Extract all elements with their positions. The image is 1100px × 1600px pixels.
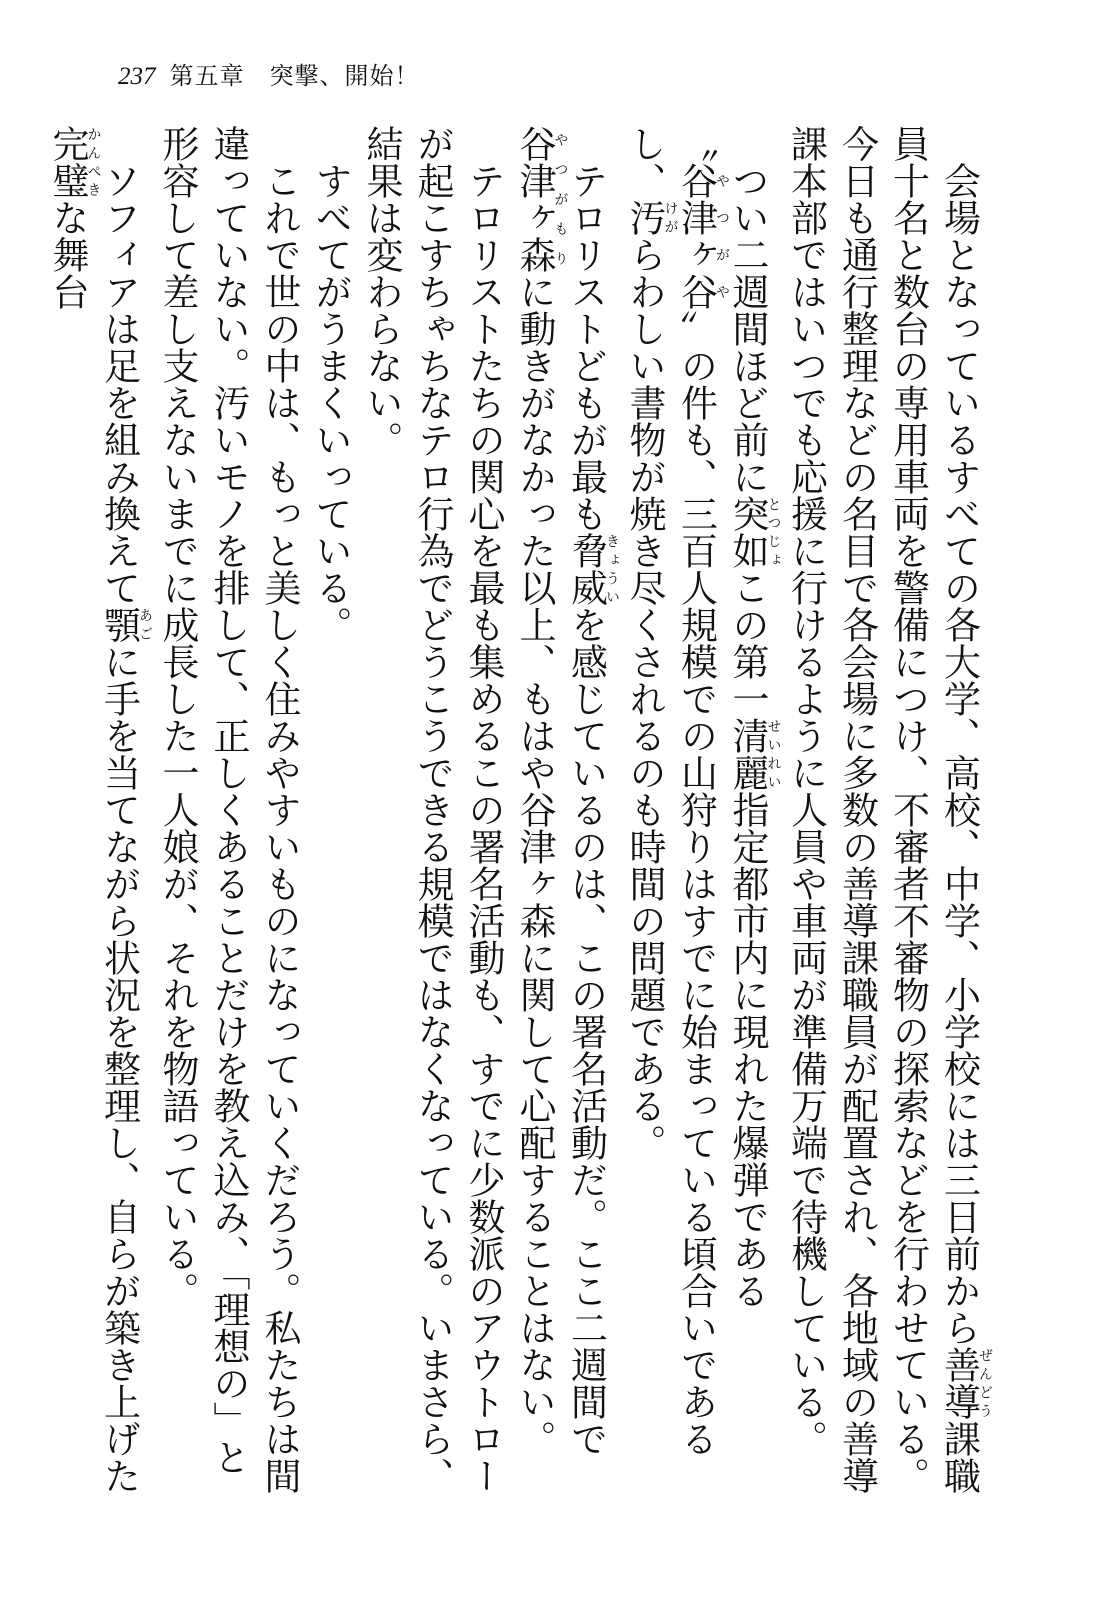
ruby-word — [937, 1346, 993, 1420]
ruby-base: 脅威 — [564, 532, 608, 606]
chapter-title: 第五章 突撃、開始！ — [169, 62, 420, 90]
ruby-base: 完璧 — [46, 125, 89, 199]
text-run: に手を当てながら状況を整理し、自らが築き上げた — [97, 643, 141, 1494]
text-run: 会場となっているすべての各大学、高校、中学、小学校には三日前から — [937, 162, 981, 1346]
body-text — [42, 125, 992, 1505]
ruby-base: 汚 — [623, 199, 666, 236]
ruby-reading: あご — [137, 606, 153, 643]
paragraph — [509, 125, 619, 1505]
text-run: 指定都市内に現れた爆弾である〝 — [674, 125, 769, 1309]
ruby-reading: とつじょ — [765, 495, 782, 569]
paragraph — [152, 125, 305, 1505]
ruby-reading: ぜんどう — [977, 1346, 993, 1420]
text-run: これで世の中は、もっと美しく住みやすいものになっていくだろう。私たちは間違っていない。汚いモノを排して、正しくあることだけを教え込み、「理想の」と形容して差し支えないまでに成長した一人娘が、それを物語っている。 — [156, 125, 301, 1494]
ruby-word — [513, 125, 569, 273]
ruby-reading: せいれい — [765, 717, 782, 791]
paragraph — [781, 125, 993, 1505]
text-run: ソフィアは足を組み換えて — [97, 162, 141, 606]
text-run: 課職員十名と数台の専用車両を警備につけ、不審者不審物の探索などを行わせている。今日も通行整理などの名目で各会場に多数の善導課職員が配置され、各地域の善導課本部ではいつでも応援に行けるように人員や車両が準備万端で待機している。 — [784, 125, 981, 1494]
ruby-word — [726, 495, 782, 569]
ruby-reading: やつがもり — [552, 125, 569, 273]
text-run: に動きがなかった以上、もはや谷津ヶ森に関して心配することはない。 — [513, 273, 556, 1457]
text-run: テロリストどもが最も — [564, 162, 608, 532]
ruby-word — [46, 125, 102, 199]
ruby-word — [726, 717, 782, 791]
running-header — [118, 56, 420, 96]
ruby-reading: きょうい — [604, 532, 620, 606]
ruby-reading: けが — [662, 199, 679, 236]
ruby-word — [97, 606, 153, 643]
paragraph — [305, 125, 356, 1505]
paragraph — [42, 125, 152, 1505]
ruby-base: 谷津ヶ谷 — [674, 162, 718, 310]
ruby-reading: かんぺき — [85, 125, 102, 199]
text-run: テロリストたちの関心を最も集めるこの署名活動も、すでに少数派のアウトローが起こすちゃちなテロ行為でどうこうできる規模ではなくなっている。いまさら、結果は変わらない。 — [360, 125, 505, 1494]
paragraph — [356, 125, 509, 1505]
ruby-word — [623, 199, 679, 236]
text-run: な舞台 — [46, 199, 89, 310]
ruby-base: 谷津ヶ森 — [513, 125, 556, 273]
text-run: 〟の件も、三百人規模での山狩りはすでに始まっている頃合いであるし、 — [623, 125, 718, 1457]
page-number: 237 — [118, 63, 156, 90]
text-run: すべてがうまくいっている。 — [309, 162, 352, 643]
ruby-word — [674, 162, 730, 310]
ruby-base: 善導 — [937, 1346, 981, 1420]
ruby-word — [564, 532, 620, 606]
text-run: この第一 — [726, 569, 769, 717]
ruby-reading: やつがや — [714, 162, 730, 310]
text-run: らわしい書物が焼き尽くされるのも時間の問題である。 — [623, 236, 666, 1161]
ruby-base: 突如 — [726, 495, 769, 569]
ruby-base: 清麗 — [726, 717, 769, 791]
text-run: つい二週間ほど前に — [726, 162, 769, 495]
ruby-base: 顎 — [97, 606, 141, 643]
paragraph — [619, 125, 781, 1505]
text-run: を感じているのは、この署名活動だ。ここ二週間で — [564, 606, 608, 1457]
